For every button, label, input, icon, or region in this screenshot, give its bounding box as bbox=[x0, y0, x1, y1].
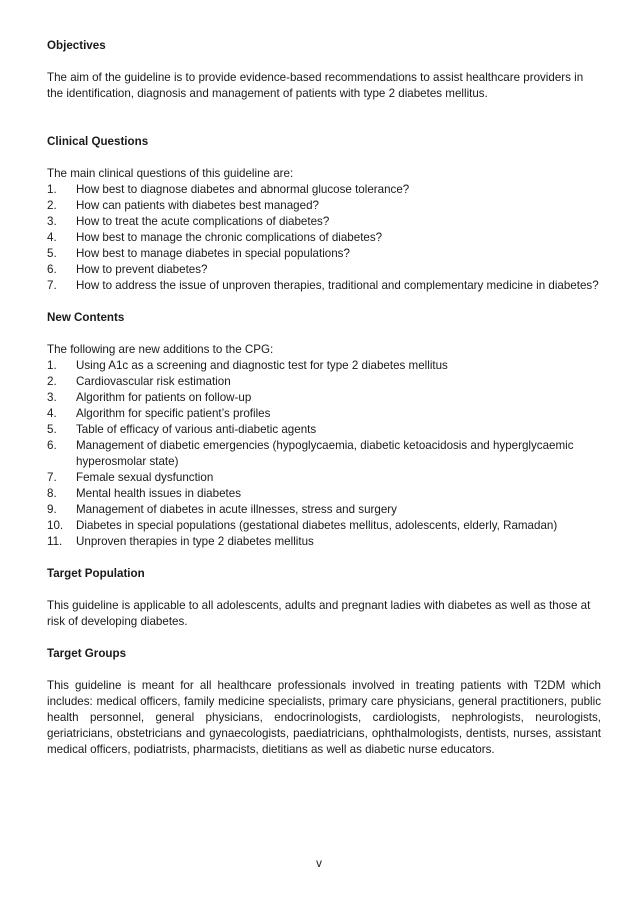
list-item bbox=[47, 390, 601, 406]
list-item-number: 3. bbox=[47, 215, 57, 228]
list-item bbox=[47, 278, 601, 294]
list-item bbox=[47, 374, 601, 390]
list-item-number: 4. bbox=[47, 231, 57, 244]
list-item-text: How to prevent diabetes? bbox=[76, 263, 208, 276]
target-groups-heading: Target Groups bbox=[47, 647, 127, 660]
target-population-text: This guideline is applicable to all adolescents, adults and pregnant ladies with diabetes as well as those at risk of developing diabetes. bbox=[47, 599, 591, 628]
objectives-heading: Objectives bbox=[47, 39, 106, 52]
list-item-number: 7. bbox=[47, 279, 57, 292]
clinical-questions-intro: The main clinical questions of this guideline are: bbox=[47, 167, 294, 180]
list-item-text: Management of diabetic emergencies (hypoglycaemia, diabetic ketoacidosis and hyperglycaemic hyperosmolar state) bbox=[76, 439, 574, 468]
list-item-number: 5. bbox=[47, 247, 57, 260]
list-item bbox=[47, 486, 601, 502]
list-item-text: Unproven therapies in type 2 diabetes mellitus bbox=[76, 535, 314, 548]
list-item-number: 6. bbox=[47, 263, 57, 276]
list-item-number: 2. bbox=[47, 375, 57, 388]
target-population-heading: Target Population bbox=[47, 567, 145, 580]
list-item bbox=[47, 214, 601, 230]
list-item-number: 4. bbox=[47, 407, 57, 420]
list-item bbox=[47, 422, 601, 438]
list-item-number: 1. bbox=[47, 183, 57, 196]
list-item-number: 9. bbox=[47, 503, 57, 516]
list-item-number: 1. bbox=[47, 359, 57, 372]
list-item-text: How can patients with diabetes best managed? bbox=[76, 199, 319, 212]
list-item-number: 3. bbox=[47, 391, 57, 404]
list-item-text: Algorithm for patients on follow-up bbox=[76, 391, 252, 404]
list-item-number: 10. bbox=[47, 519, 64, 532]
list-item bbox=[47, 198, 601, 214]
page-number: v bbox=[316, 857, 322, 870]
list-item bbox=[47, 262, 601, 278]
clinical-questions-list bbox=[47, 182, 601, 294]
list-item bbox=[47, 470, 601, 486]
list-item bbox=[47, 406, 601, 422]
list-item-text: Management of diabetes in acute illnesses, stress and surgery bbox=[76, 503, 397, 516]
list-item-text: How best to manage the chronic complications of diabetes? bbox=[76, 231, 383, 244]
list-item bbox=[47, 502, 601, 518]
list-item bbox=[47, 534, 601, 550]
target-groups-text: This guideline is meant for all healthcare professionals involved in treating patients with T2DM which includes: medical officers, family medicine specialists, primary care physicians, general practitioners, public health personnel, general physicians, endocrinologists, cardiologists, nephrologists, neurologists, geriatricians, obstetricians and gynaecologists, paediatricians, ophthalmologists, dentists, nurses, assistant medical officers, podiatrists, pharmacists, dietitians as well as diabetic nurse educators. bbox=[47, 679, 601, 756]
list-item-number: 5. bbox=[47, 423, 57, 436]
list-item-number: 7. bbox=[47, 471, 57, 484]
new-contents-list bbox=[47, 358, 601, 550]
list-item-text: Algorithm for specific patient’s profiles bbox=[76, 407, 271, 420]
list-item bbox=[47, 438, 601, 470]
new-contents-intro: The following are new additions to the CPG: bbox=[47, 343, 274, 356]
list-item-text: How to treat the acute complications of diabetes? bbox=[76, 215, 330, 228]
list-item-text: How to address the issue of unproven therapies, traditional and complementary medicine in diabetes? bbox=[76, 279, 599, 292]
new-contents-heading: New Contents bbox=[47, 311, 125, 324]
list-item-text: How best to diagnose diabetes and abnormal glucose tolerance? bbox=[76, 183, 410, 196]
list-item bbox=[47, 518, 601, 534]
list-item-text: Diabetes in special populations (gestational diabetes mellitus, adolescents, elderly, Ramadan) bbox=[76, 519, 558, 532]
list-item-number: 2. bbox=[47, 199, 57, 212]
list-item-text: Table of efficacy of various anti-diabetic agents bbox=[76, 423, 317, 436]
list-item-number: 11. bbox=[47, 535, 63, 548]
list-item-text: How best to manage diabetes in special populations? bbox=[76, 247, 350, 260]
list-item-number: 6. bbox=[47, 439, 57, 452]
list-item bbox=[47, 182, 601, 198]
list-item-number: 8. bbox=[47, 487, 57, 500]
list-item-text: Mental health issues in diabetes bbox=[76, 487, 241, 500]
list-item-text: Cardiovascular risk estimation bbox=[76, 375, 231, 388]
list-item bbox=[47, 230, 601, 246]
list-item bbox=[47, 246, 601, 262]
document-page bbox=[47, 38, 601, 758]
objectives-text: The aim of the guideline is to provide evidence-based recommendations to assist healthcare providers in the identification, diagnosis and management of patients with type 2 diabetes mellitus. bbox=[47, 71, 584, 100]
list-item bbox=[47, 358, 601, 374]
list-item-text: Using A1c as a screening and diagnostic test for type 2 diabetes mellitus bbox=[76, 359, 448, 372]
list-item-text: Female sexual dysfunction bbox=[76, 471, 214, 484]
clinical-questions-heading: Clinical Questions bbox=[47, 135, 149, 148]
